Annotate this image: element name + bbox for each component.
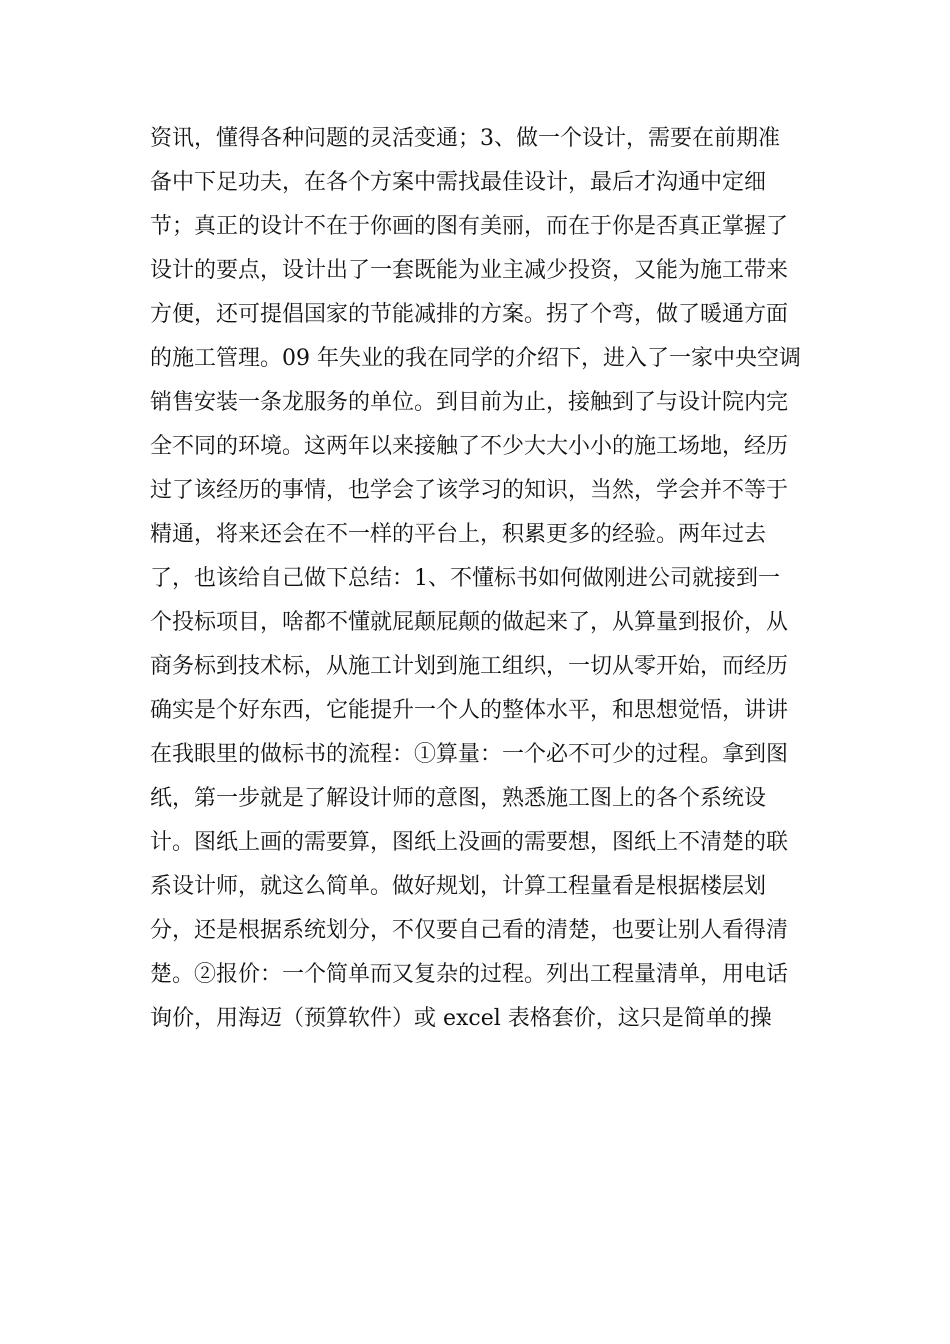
text-line: 节；真正的设计不在于你画的图有美丽，而在于你是否真正掌握了	[150, 214, 789, 239]
text-line: 销售安装一条龙服务的单位。到目前为止，接触到了与设计院内完	[150, 390, 789, 415]
text-line: 了，也该给自己做下总结：1、不懂标书如何做刚进公司就接到一	[150, 566, 780, 591]
text-line: 全不同的环境。这两年以来接触了不少大大小小的施工场地，经历	[150, 434, 789, 459]
text-line: 纸，第一步就是了解设计师的意图，熟悉施工图上的各个系统设	[150, 786, 767, 811]
text-line: 商务标到技术标，从施工计划到施工组织，一切从零开始，而经历	[150, 654, 789, 679]
text-line: 询价，用海迈（预算软件）或 excel 表格套价，这只是简单的操	[150, 1006, 772, 1031]
text-line: 设计的要点，设计出了一套既能为业主减少投资，又能为施工带来	[150, 258, 789, 283]
text-line: 确实是个好东西，它能提升一个人的整体水平，和思想觉悟，讲讲	[150, 698, 789, 723]
text-line: 精通，将来还会在不一样的平台上，积累更多的经验。两年过去	[150, 522, 767, 547]
text-line: 在我眼里的做标书的流程：①算量：一个必不可少的过程。拿到图	[150, 742, 789, 767]
text-line: 分，还是根据系统划分，不仅要自己看的清楚，也要让别人看得清	[150, 918, 789, 943]
text-line: 的施工管理。09 年失业的我在同学的介绍下，进入了一家中央空调	[150, 346, 801, 371]
text-line: 过了该经历的事情，也学会了该学习的知识，当然，学会并不等于	[150, 478, 789, 503]
text-line: 个投标项目，啥都不懂就屁颠屁颠的做起来了，从算量到报价，从	[150, 610, 789, 635]
text-line: 方便，还可提倡国家的节能减排的方案。拐了个弯，做了暖通方面	[150, 302, 789, 327]
text-line: 资讯，懂得各种问题的灵活变通；3、做一个设计，需要在前期准	[150, 126, 780, 151]
text-line: 楚。②报价：一个简单而又复杂的过程。列出工程量清单，用电话	[150, 962, 789, 987]
text-line: 计。图纸上画的需要算，图纸上没画的需要想，图纸上不清楚的联	[150, 830, 789, 855]
text-line: 备中下足功夫，在各个方案中需找最佳设计，最后才沟通中定细	[150, 170, 767, 195]
text-line: 系设计师，就这么简单。做好规划，计算工程量看是根据楼层划	[150, 874, 767, 899]
body-text	[150, 117, 810, 1041]
